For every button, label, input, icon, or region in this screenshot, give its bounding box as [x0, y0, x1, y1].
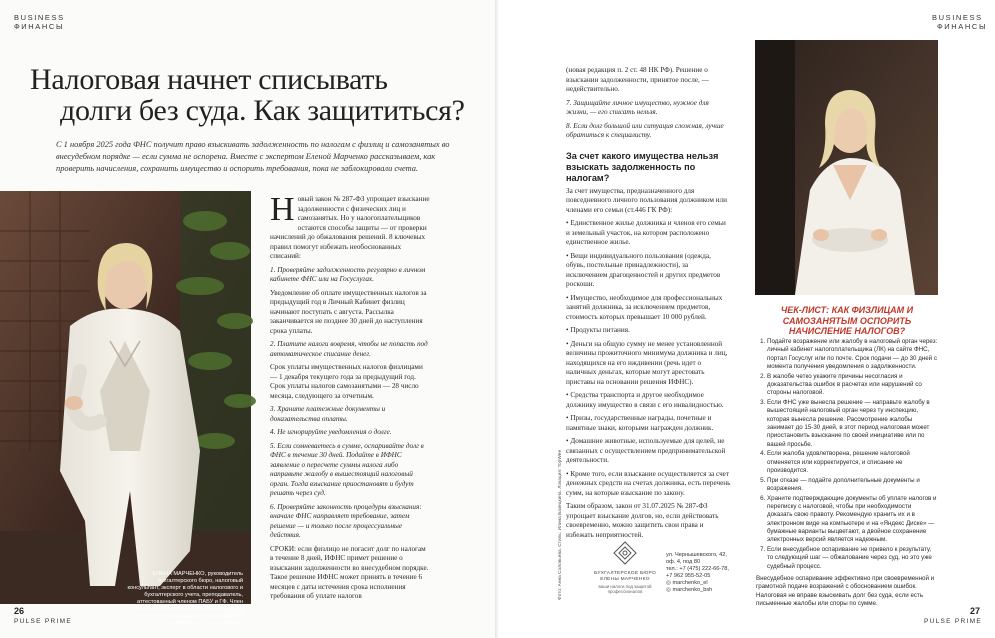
bullet-text: Вещи индивидуального пользования (одежда, обувь, постельные принадлежности), за исключением драгоценностей и других предметов роскоши.: [566, 251, 721, 288]
closing-paragraph: Внесудебное оспаривание эффективно при своевременной и грамотной подаче возражений с обоснованием ошибок. Налоговая не вправе взыскивать долг без суда, если есть письменные жалобы или споры по сумме.: [756, 575, 935, 607]
company-logo: [590, 540, 660, 595]
spread-gutter: [495, 0, 499, 638]
page-number-right: 27: [970, 606, 981, 616]
left-page: [0, 0, 497, 638]
checklist-item: 5. При отказе — подайте дополнительные документы и возражения.: [767, 477, 938, 494]
portrait-illustration: [0, 191, 251, 604]
paragraph-text: овый закон № 287-ФЗ упрощает взыскание задолженности с физических лиц и самозанятых. Но у налогоплательщиков остаются способы защиты — от проверки начислений до обжалования решений. 8 ключевых правил помогут избежать необоснованных списаний:: [270, 195, 430, 260]
contact-address: ул. Чернышевского, 42, оф. 4, под 80: [666, 552, 727, 565]
bullet-item: • Единственное жилье должника и членов его семьи и земельный участок, на котором расположено единственное жилье.: [566, 219, 726, 246]
logo-emblem-icon: [612, 540, 638, 566]
checklist-item: 3. Если ФНС уже вынесла решение — направьте жалобу в вышестоящий налоговый орган через ту инспекцию, которая вынесла решение. Рассмотрение жалобы занимает до 15-30 дней, в этот период налоговая может приостановить взыскание по своей инициативе или по вашей просьбе.: [767, 399, 938, 449]
bullet-text: Призы, государственные награды, почетные и памятные знаки, которыми награжден должник.: [566, 414, 714, 432]
bullet-text: Кроме того, если взыскание осуществляется за счет денежных средств на счетах должника, есть перечень сумм, на которые взыскание по закону.: [566, 469, 731, 497]
bullet-text: Имущество, необходимое для профессиональных занятий должника, за исключением предметов, стоимость которых превышает 10 000 рублей.: [566, 293, 723, 321]
section-label-right: BUSINESS: [932, 13, 983, 22]
paragraph: (новая редакция п. 2 ст. 48 НК РФ). Решение о взыскании задолженности, принятое после, — недействительно.: [566, 66, 709, 93]
paragraph: Срок уплаты имущественных налогов физлицами — 1 декабря текущего года за предыдущий год. Срок уплаты налогов самозанятыми — 28 число месяца, следующего за отчетным.: [270, 363, 423, 400]
article-column-2: [566, 66, 731, 544]
brand-right: PULSE PRIME: [924, 618, 983, 625]
title-line-2: долги без суда. Как защититься?: [60, 94, 465, 127]
checklist-item: 7. Если внесудебное оспаривание не привело к результату, то следующий шаг — обжалование через суд, но это уже судебный процесс.: [767, 546, 938, 571]
logo-tagline: ваши налоги под защитой профессионалов: [598, 584, 652, 595]
brand-left: PULSE PRIME: [14, 618, 73, 625]
contact-social: [666, 587, 736, 594]
bullet-item: • Призы, государственные награды, почетные и памятные знаки, которыми награжден должник.: [566, 414, 714, 432]
photo-credit: Фото: Анна Соловьева. Стиль: Илина Базецкина. Локация: TopWee: [558, 449, 563, 600]
paragraph: За счет имущества, предназначенного для повседневного личного пользования должником или членами его семьи (ст.446 ГК РФ):: [566, 186, 727, 214]
logo-name: БУХГАЛТЕРСКОЕ БЮРО ЕЛЕНЫ МАРЧЕНКО: [594, 571, 656, 582]
bullet-item: • Продукты питания.: [566, 326, 630, 334]
instagram-icon: ◎: [666, 587, 671, 593]
checklist-title: ЧЕК-ЛИСТ: КАК ФИЗЛИЦАМ И САМОЗАНЯТЫМ ОСПОРИТЬ НАЧИСЛЕНИЕ НАЛОГОВ?: [780, 305, 914, 336]
paragraph: 2. Платите налоги вовремя, чтобы не попасть под автоматическое списание денег.: [270, 340, 428, 358]
social-handle: marchenko_el: [672, 580, 708, 586]
paragraph: 8. Если долг большой или ситуация сложная, лучше обратиться к специалисту.: [566, 121, 724, 139]
subheading: За счет какого имущества нельзя взыскать задолженность по налогам?: [566, 150, 719, 183]
portrait-photo-right: [755, 40, 938, 295]
bullet-item: • Имущество, необходимое для профессиональных занятий должника, за исключением предметов, стоимость которых превышает 10 000 рублей.: [566, 293, 723, 321]
paragraph: Таким образом, закон от 31.07.2025 № 287-ФЗ упрощает взыскание долгов, но, если действовать своевременно, можно защитить свои права и избежать неприятностей.: [566, 502, 719, 539]
bullet-text: Деньги на общую сумму не менее установленной величины прожиточного минимума должника и лиц, находящихся на его иждивении (речь идет о наличных деньгах, которые могут арестовать приставы на основании решения ИФНС).: [566, 339, 728, 386]
contact-phone: тел.: +7 (475) 222-66-78,: [666, 566, 729, 572]
bullet-item: • Домашние животные, используемые для целей, не связанных с осуществлением предпринимательской деятельности.: [566, 437, 726, 464]
paragraph: 4. Не игнорируйте уведомления о долге.: [270, 428, 392, 436]
subsection-label-right: ФИНАНСЫ: [937, 22, 988, 31]
portrait-illustration-right: [755, 40, 938, 295]
paragraph: 1. Проверяйте задолженность регулярно в личном кабинете ФНС или на Госуслугах.: [270, 265, 426, 283]
contact-phone: +7 962 955-52-05: [666, 573, 711, 579]
contact-block: [666, 552, 736, 594]
paragraph: СРОКИ: если физлицо не погасит долг по налогам в течение 8 дней, ИФНС примет решение о взыскании задолженности во внесудебном порядке. Такое решение ИФНС может принять в течение 6 месяцев с даты истечения срока исполнения требования об уплате налогов: [270, 544, 429, 600]
paragraph: [270, 191, 430, 262]
bullet-item: • Кроме того, если взыскание осуществляется за счет денежных средств на счетах должника, есть перечень сумм, на которые взыскание по закону.: [566, 469, 731, 497]
bullet-text: Продукты питания.: [570, 326, 630, 334]
article-title: [30, 64, 470, 126]
bullet-item: • Вещи индивидуального пользования (одежда, обувь, постельные принадлежности), за исключением драгоценностей и других предметов роскоши.: [566, 251, 721, 288]
bullet-item: • Деньги на общую сумму не менее установленной величины прожиточного минимума должника и лиц, находящихся на его иждивении (речь идет о наличных деньгах, которые могут арестовать приставы на основании решения ИФНС).: [566, 339, 728, 386]
bullet-text: Домашние животные, используемые для целей, не связанных с осуществлением предпринимательской деятельности.: [566, 437, 726, 464]
paragraph: 7. Защищайте личное имущество, нужное для жизни, — его списать нельзя.: [566, 98, 709, 116]
checklist-item: 6. Храните подтверждающие документы об уплате налогов и переписку с налоговой, чтобы при необходимости доказать свою правоту. Рекомендую хранить их и в электронном виде на компьютере и на «Яндекс Диске» — бумажные варианты выцветают, а двойное сохранение электронных версий является надежным.: [767, 495, 938, 545]
instagram-icon: ◎: [666, 580, 671, 586]
checklist-item: 1. Подайте возражение или жалобу в налоговый орган через: личный кабинет налогоплательщика (ЛК) на сайте ФНС, портал Госуслуг или по почте. Срок подачи — до 30 дней с момента получения уведомления о задолженности.: [767, 338, 938, 371]
article-lead: С 1 ноября 2025 года ФНС получит право взыскивать задолженность по налогам с физлиц и самозанятых во внесудебном порядке — если сумма не оспорена. Вместе с экспертом Еленой Марченко рассказываем, как проверить начисления, сохранить имущество и оспорить требования, пока не заблокировали счета.: [56, 140, 450, 174]
checklist-item: 2. В жалобе четко укажите причины несогласия и доказательства ошибок в расчетах или нарушений со стороны налоговой.: [767, 373, 938, 398]
section-label: BUSINESS: [14, 13, 65, 22]
title-line-1: Налоговая начнет списывать: [30, 63, 388, 96]
photo-caption: ЕЛЕНА МАРЧЕНКО, руководитель бухгалтерского бюро, налоговый консультант, эксперт в области налогового и бухгалтерского учета, преподаватель, аттестованный членом ПАБУ и ГФ. Член комитета «Опора России» Г.Ф. Морозова, заместитель руководителя финансового комитета «Опоры России»: [127, 571, 243, 626]
paragraph: 5. Если сомневаетесь в сумме, оспаривайте долг в ФНС в течение 30 дней. Подайте в ИФНС заявление о пересчете суммы налога либо направьте жалобу в вышестоящий налоговый орган. Тогда взыскание приостановят и будут решать через суд.: [270, 441, 424, 497]
subsection-label: ФИНАНСЫ: [14, 22, 65, 31]
paragraph: Уведомление об оплате имущественных налогов за предыдущий год в Личный Кабинет физлиц начинают поступать с августа. Рассылка заканчивается не позднее 30 дней до наступления срока уплаты.: [270, 288, 427, 335]
bullet-item: • Средства транспорта и другое необходимое должнику имущество в связи с его инвалидностью.: [566, 391, 724, 409]
social-handle: marchenko_bsh: [672, 587, 713, 593]
checklist: [756, 338, 938, 608]
bullet-text: Средства транспорта и другое необходимое должнику имущество в связи с его инвалидностью.: [566, 391, 724, 409]
article-column-1: [270, 191, 430, 606]
contact-social: [666, 580, 736, 587]
paragraph: 3. Храните платежные документы и доказательства оплаты.: [270, 405, 386, 423]
bullet-text: Единственное жилье должника и членов его семьи и земельный участок, на котором расположено единственное жилье.: [566, 219, 726, 246]
page-number-left: 26: [14, 606, 25, 616]
checklist-item: 4. Если жалоба удовлетворена, решение налоговой отменяется или корректируется, и списание не производится.: [767, 450, 938, 475]
paragraph: 6. Проверяйте законность процедуры взыскания: вначале ФНС направляет требование, затем решение — и только после процессуальные действия.: [270, 502, 422, 539]
drop-cap: Н: [270, 191, 295, 228]
